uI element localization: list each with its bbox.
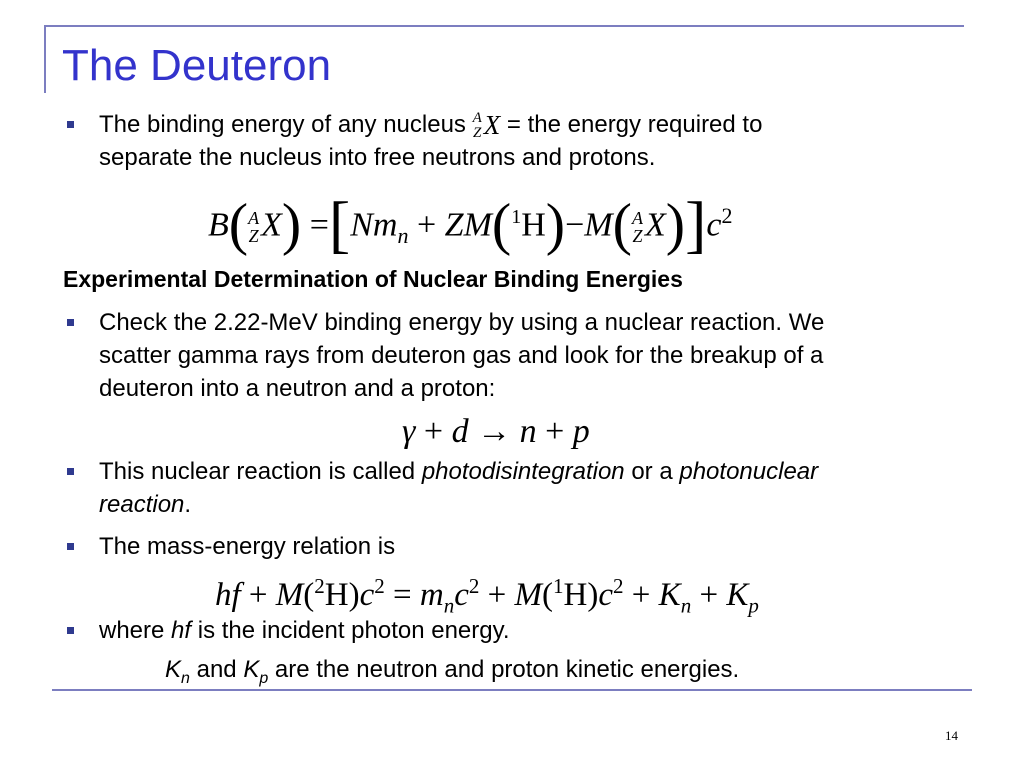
eq1-N: N bbox=[350, 206, 373, 244]
eq3-plus-3: + bbox=[631, 577, 651, 613]
photodisintegration-equation bbox=[402, 410, 590, 454]
bullet-1-text-before: The binding energy of any nucleus bbox=[99, 111, 473, 138]
eq1-paren-close: ) bbox=[281, 191, 302, 257]
bullet-4-text: The mass-energy relation is bbox=[99, 533, 396, 560]
eq3-H-1: H bbox=[324, 577, 349, 613]
nucleus-atomic-number: Z bbox=[473, 124, 482, 141]
eq3-K-1: K bbox=[658, 577, 681, 613]
eq3-H-2: H bbox=[563, 577, 588, 613]
eq1-B: B bbox=[208, 206, 229, 244]
bullet-3-period: . bbox=[184, 491, 192, 518]
eq3-M-1: M bbox=[275, 577, 304, 613]
bullet-5-text bbox=[99, 614, 510, 647]
bullet-3-text-2: or a bbox=[624, 458, 680, 485]
bullet-1-marker bbox=[67, 121, 74, 128]
bullet-3-italic-reaction: reaction bbox=[99, 491, 185, 518]
eq1-paren-open-3: ( bbox=[612, 191, 632, 257]
bullet-2-line-3: deuteron into a neutron and a proton: bbox=[99, 375, 496, 402]
eq1-paren-close-3: ) bbox=[665, 191, 686, 257]
kinetic-K-p: K bbox=[243, 656, 260, 683]
kinetic-and: and bbox=[189, 656, 244, 683]
eq3-c-2: c bbox=[454, 577, 469, 613]
mass-energy-equation: hf + $M(^2H)c^2 = m_nc^2 + M(^1H)c^2 + K_n + K_p$ bbox=[215, 574, 759, 618]
eq3-exp-1: 2 bbox=[374, 574, 385, 598]
eq1-X-2: X bbox=[644, 206, 666, 244]
section-heading: Experimental Determination of Nuclear Binding Energies bbox=[63, 266, 683, 292]
eq1-bracket-close: ] bbox=[685, 188, 707, 260]
eq1-Z-2: Z bbox=[632, 225, 643, 246]
eq1-n-sub: n bbox=[397, 223, 409, 249]
eq1-A-2: A bbox=[631, 208, 643, 229]
kinetic-n-sub: n bbox=[181, 669, 190, 687]
eq1-paren-open-2: ( bbox=[491, 191, 512, 257]
bullet-2-line-2: scatter gamma rays from deuteron gas and look for the breakup of a bbox=[99, 342, 824, 369]
binding-energy-equation bbox=[208, 183, 732, 269]
bullet-3-line-1 bbox=[99, 455, 818, 488]
eq3-hf: hf bbox=[215, 577, 241, 613]
eq3-H-mass-2: 2 bbox=[314, 574, 325, 598]
eq3-equals: = bbox=[393, 577, 412, 613]
kinetic-p-sub: p bbox=[259, 669, 269, 687]
bullet-5-marker bbox=[67, 627, 74, 634]
bullet-3-text-1: This nuclear reaction is called bbox=[99, 458, 422, 485]
eq2-p: p bbox=[572, 413, 590, 450]
eq1-m: m bbox=[372, 206, 398, 244]
eq1-X: X bbox=[261, 206, 282, 244]
eq1-ZM: ZM bbox=[444, 206, 492, 244]
eq3-n-sub: n bbox=[443, 593, 455, 618]
bullet-2-marker bbox=[67, 319, 74, 326]
eq1-H: H bbox=[521, 206, 546, 244]
eq3-c-1: c bbox=[359, 577, 375, 613]
eq2-n: n bbox=[519, 413, 537, 450]
bullet-3-italic-photonuclear: photonuclear bbox=[679, 458, 819, 485]
eq3-plus-2: + bbox=[487, 577, 507, 613]
bullet-5-text-after: is the incident photon energy. bbox=[191, 617, 510, 644]
eq3-exp-3: 2 bbox=[613, 574, 624, 598]
eq1-plus: + bbox=[416, 206, 437, 244]
eq2-gamma: γ bbox=[402, 413, 416, 450]
nucleus-notation bbox=[473, 109, 501, 142]
eq3-plus-1: + bbox=[248, 577, 268, 613]
eq2-plus-1: + bbox=[423, 413, 444, 450]
eq3-H-mass-1: 1 bbox=[553, 574, 564, 598]
bullet-1-text-after: = the energy required to bbox=[500, 111, 763, 138]
bullet-4-marker bbox=[67, 543, 74, 550]
bullet-3-line-2 bbox=[99, 488, 191, 521]
eq3-c-3: c bbox=[598, 577, 614, 613]
bullet-3-marker bbox=[67, 468, 74, 475]
eq3-m: m bbox=[419, 577, 444, 613]
eq1-c-exp: 2 bbox=[721, 203, 733, 228]
eq3-p-sub: p bbox=[748, 593, 759, 618]
bullet-5-text-before: where bbox=[99, 617, 172, 644]
eq3-n-sub-2: n bbox=[680, 593, 692, 618]
slide-title: The Deuteron bbox=[62, 41, 332, 90]
kinetic-text: are the neutron and proton kinetic energies. bbox=[268, 656, 740, 683]
eq2-plus-2: + bbox=[545, 413, 565, 450]
eq1-A: A bbox=[248, 208, 260, 229]
page-number: 14 bbox=[945, 728, 958, 743]
eq1-paren-open: ( bbox=[228, 191, 249, 257]
bullet-1-line-1 bbox=[99, 108, 762, 142]
eq1-equals: = bbox=[309, 206, 329, 244]
eq1-H-mass: 1 bbox=[511, 206, 522, 228]
eq2-d: d bbox=[451, 413, 469, 450]
eq1-bracket-open: [ bbox=[328, 188, 351, 260]
eq1-Z: Z bbox=[248, 225, 259, 246]
slide-frame-horizontal bbox=[44, 25, 964, 27]
eq1-c: c bbox=[706, 206, 722, 244]
footer-divider bbox=[52, 689, 972, 691]
eq1-M: M bbox=[584, 206, 613, 244]
eq3-K-2: K bbox=[726, 577, 749, 613]
nucleus-mass-number: A bbox=[472, 110, 482, 127]
eq2-arrow: → bbox=[477, 413, 512, 450]
eq1-minus: − bbox=[565, 206, 585, 244]
slide-frame-vertical bbox=[44, 25, 46, 93]
bullet-5-hf: hf bbox=[171, 617, 192, 644]
nucleus-symbol: X bbox=[483, 110, 501, 141]
eq1-paren-close-2: ) bbox=[545, 191, 566, 257]
eq3-M-2: M bbox=[514, 577, 543, 613]
bullet-1-line-2: separate the nucleus into free neutrons and protons. bbox=[99, 144, 656, 171]
eq3-plus-4: + bbox=[699, 577, 719, 613]
eq3-exp-2: 2 bbox=[468, 574, 480, 598]
kinetic-K-n: K bbox=[165, 656, 182, 683]
bullet-3-italic-photodisintegration: photodisintegration bbox=[421, 458, 625, 485]
bullet-2-line-1: Check the 2.22-MeV binding energy by using a nuclear reaction. We bbox=[99, 309, 825, 336]
